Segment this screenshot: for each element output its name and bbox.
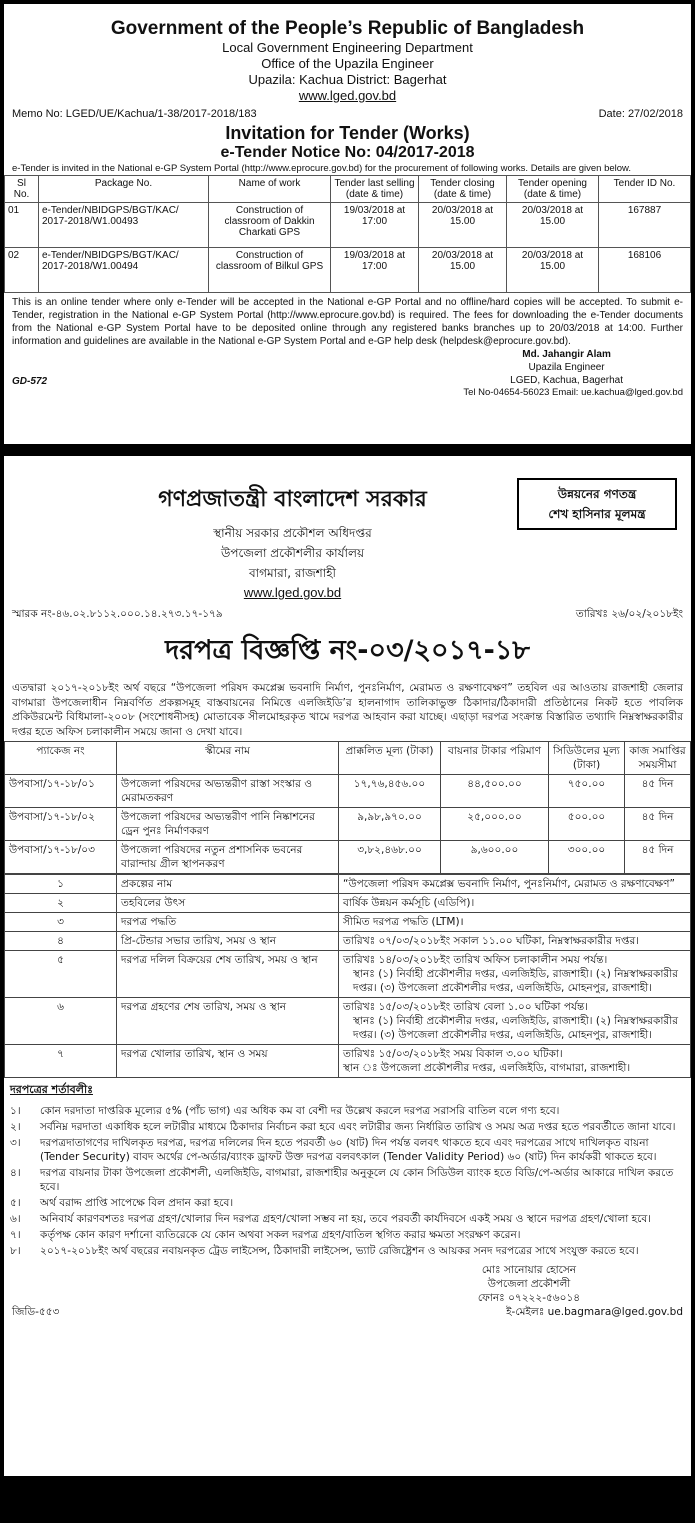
cell: 20/03/2018 at 15.00 [507,248,599,293]
condition-item [4,1211,691,1227]
memo-no: Memo No: LGED/UE/Kachua/1-38/2017-2018/183 [12,108,257,120]
info-row [5,951,691,998]
notice-date: Date: 27/02/2018 [598,108,683,120]
cell: ৫০০.০০ [549,808,625,841]
col-package: প্যাকেজ নং [5,742,117,775]
condition-text: অনিবার্য কারণবশতঃ দরপত্র গ্রহণ/খোলার দিন দরপত্র গ্রহণ/খোলা সম্ভব না হয়, তবে পরবর্তী কার্যদিবসে একই সময় ও স্থানে দরপত্র গ্রহণ/খোলা হবে। [40,1213,651,1225]
location: বাগমারা, রাজশাহী [248,566,336,580]
condition-no: ৩। [10,1137,21,1149]
cell: উপজেলা পরিষদের নতুন প্রশাসনিক ভবনের বারান্দায় গ্রীল স্থাপনকরণ [117,841,339,874]
condition-no: ৮। [10,1245,21,1257]
condition-no: ৪। [10,1167,21,1179]
cell: উপজেলা পরিষদের অভ্যন্তরীণ রাস্তা সংস্কার ও মেরামতকরণ [117,775,339,808]
info-label: দরপত্র খোলার তারিখ, স্থান ও সময় [117,1045,339,1078]
table-header-row [5,176,691,203]
condition-no: ৬। [10,1213,21,1225]
intro-text: e-Tender is invited in the National e-GP System Portal (http://www.eprocure.gov.bd) for the procurement of following works. Details are given below. [12,163,632,174]
info-date: তারিখঃ ১৪/০৩/২০১৮ইং তারিখ অফিস চলাকালীন সময় পর্যন্ত। [343,954,608,966]
condition-no: ৭। [10,1229,21,1241]
info-places: স্থানঃ (১) নির্বাহী প্রকৌশলীর দপ্তর, এলজিইডি, রাজশাহী। (২) নিম্নস্বাক্ষরকারীর দপ্তর। (৩) উপজেলা প্রকৌশলীর দপ্তর, এলজিইডি, মোহনপুর, রাজশাহী। [353,1015,678,1041]
bangla-tender-notice [0,456,695,1476]
cell: Construction of classroom of Dakkin Charkati GPS [209,203,331,248]
condition-item [4,1243,691,1259]
col-id: Tender ID No. [599,176,691,203]
dept: Local Government Engineering Department [222,40,473,55]
info-value [339,998,691,1045]
intro-text: এতদ্বারা ২০১৭-২০১৮ইং অর্থ বছরে “উপজেলা পরিষদ কমপ্লেক্স ভবনাদি নির্মাণ, পুনঃনির্মাণ, মেরামত ও রক্ষণাবেক্ষণ” তহবিল এর আওতায় রাজশাহী জেলার বাগমারা উপজেলাধীন নিম্নবর্ণিত প্রকল্পসমূহ বাস্তবায়নের নিমিত্তে এলজিইডি’র হালনাগাদ তালিকাভুক্ত ঠিকাদার/ঠিকাদারী প্রতিষ্ঠানের নিকট হতে পাবলিক প্রকিউরমেন্ট বিধিমালা-২০০৮ (সংশোধনীসহ) মোতাবেক সীলমোহরকৃত খামে দরপত্র আহবান করা যাচ্ছে। এছাড়া দরপত্র সংক্রান্ত বিস্তারিত তথ্যাদি নিম্নস্বাক্ষরকারীর দপ্তর হতে অফিস চলাকালীন সময়ে জানা ও দেখা যাবে। [12,682,683,738]
info-label: দরপত্র গ্রহণের শেষ তারিখ, সময় ও স্থান [117,998,339,1045]
condition-no: ৫। [10,1197,21,1209]
info-date: তারিখঃ ১৫/০৩/২০১৮ইং তারিখ বেলা ১.০০ ঘটিকা পর্যন্ত। [343,1001,588,1013]
cell: 20/03/2018 at 15.00 [507,203,599,248]
signer-title: উপজেলা প্রকৌশলী [487,1278,571,1290]
table-row [5,808,691,841]
bottom-border [0,1476,695,1523]
col-earnest: বায়নার টাকার পরিমাণ [441,742,549,775]
notice-date: তারিখঃ ২৬/০২/২০১৮ইং [575,608,683,620]
col-package: Package No. [39,176,209,203]
slogan-line: শেখ হাসিনার মূলমন্ত্র [548,507,646,521]
info-no: ৩ [5,913,117,932]
notice-number: e-Tender Notice No: 04/2017-2018 [220,144,475,161]
tender-table [4,175,691,293]
condition-item [4,1227,691,1243]
cell: ৯,৬০০.০০ [441,841,549,874]
info-row [5,913,691,932]
info-no: ৬ [5,998,117,1045]
cell: Construction of classroom of Bilkul GPS [209,248,331,293]
col-duration: কাজ সমাপ্তির সময়সীমা [625,742,691,775]
col-sl: Sl No. [5,176,39,203]
cell: ৪৫ দিন [625,841,691,874]
info-row [5,1045,691,1078]
cell: 01 [5,203,39,248]
info-row [5,875,691,894]
col-work: Name of work [209,176,331,203]
info-value [339,951,691,998]
condition-item [4,1103,691,1119]
slogan-line: উন্নয়নের গণতন্ত্র [557,487,637,501]
col-schedule: সিডিউলের মূল্য (টাকা) [549,742,625,775]
info-places: স্থানঃ (১) নির্বাহী প্রকৌশলীর দপ্তর, এলজিইডি, রাজশাহী। (২) নিম্নস্বাক্ষরকারীর দপ্তর। (৩) উপজেলা প্রকৌশলীর দপ্তর, এলজিইডি, মোহনপুর, রাজশাহী। [353,968,678,994]
condition-text: দরপত্র বায়নার টাকা উপজেলা প্রকৌশলী, এলজিইডি, বাগমারা, রাজশাহীর অনুকূলে যে কোন সিডিউল ব্যাংক হতে বিডি/পে-অর্ডার আকারে দাখিল করতে হবে। [40,1167,674,1193]
info-row [5,894,691,913]
signer-phone: ফোনঃ ০৭২২২-৫৬০১৪ [477,1292,581,1304]
cell: ৩০০.০০ [549,841,625,874]
signer-office: LGED, Kachua, Bagerhat [510,375,623,386]
cell: 19/03/2018 at 17:00 [331,203,419,248]
info-label: প্রকল্পের নাম [117,875,339,894]
info-date: তারিখঃ ১৫/০৩/২০১৮ইং সময় বিকাল ৩.০০ ঘটিকা। [343,1048,563,1060]
website-link[interactable]: www.lged.gov.bd [298,88,397,103]
dept: স্থানীয় সরকার প্রকৌশল অধিদপ্তর [213,526,372,540]
condition-item [4,1135,691,1165]
slogan-box [517,478,677,530]
condition-item [4,1119,691,1135]
condition-text: সর্বনিম্ন দরদাতা একাধিক হলে লটারীর মাধ্যমে ঠিকাদার নির্বাচন করা হবে এবং লটারীর জন্য নির্ধারিত তারিখ ও সময় অত্র দপ্তর হতে পরবর্তীতে জানা যাবে। [40,1121,676,1133]
signer-title: Upazila Engineer [528,362,605,373]
table-header-row [5,742,691,775]
cell: উপবাসা/১৭-১৮/০২ [5,808,117,841]
condition-text: অর্থ বরাদ্দ প্রাপ্তি সাপেক্ষে বিল প্রদান করা হবে। [40,1197,234,1209]
cell: ৪৫ দিন [625,775,691,808]
condition-no: ২। [10,1121,21,1133]
english-tender-notice [0,0,695,444]
info-label: প্রি-টেন্ডার সভার তারিখ, সময় ও স্থান [117,932,339,951]
cell: ৯,৯৮,৯৭০.০০ [339,808,441,841]
condition-no: ১। [10,1105,21,1117]
cell: উপবাসা/১৭-১৮/০১ [5,775,117,808]
office: Office of the Upazila Engineer [261,56,434,71]
info-no: ৪ [5,932,117,951]
cell: 02 [5,248,39,293]
cell: ৪৪,৫০০.০০ [441,775,549,808]
gd-code: জিডি-৫৫৩ [12,1306,60,1318]
org-title: Government of the People’s Republic of Bangladesh [110,18,585,39]
cell: 167887 [599,203,691,248]
info-label: দরপত্র পদ্ধতি [117,913,339,932]
condition-item [4,1195,691,1211]
notice-divider [0,444,695,456]
info-row [5,932,691,951]
col-opening: Tender opening (date & time) [507,176,599,203]
info-row [5,998,691,1045]
info-value: বার্ষিক উন্নয়ন কর্মসূচি (এডিপি)। [339,894,691,913]
cell: উপজেলা পরিষদের অভ্যন্তরীণ পানি নিষ্কাশনের ড্রেন পুনঃ নির্মাণকরণ [117,808,339,841]
conditions-list [4,1103,691,1259]
cell: 168106 [599,248,691,293]
gd-code: GD-572 [12,376,48,387]
info-value: “উপজেলা পরিষদ কমপ্লেক্স ভবনাদি নির্মাণ, পুনঃনির্মাণ, মেরামত ও রক্ষণাবেক্ষণ” [339,875,691,894]
table-row [5,203,691,248]
condition-text: দরপত্রদাতাগণের দাখিলকৃত দরপত্র, দরপত্র দলিলের দিন হতে পরবর্তী ৬০ (ষাট) দিন পর্যন্ত বলবৎ থাকতে হবে এবং দরপত্রের সাথে দাখিলকৃত বায়না (Tender Security) বাবদ অর্থের পে-অর্ডার/ব্যাংক ড্রাফট উক্ত দরপত্র বলবৎকাল (Tender Validity Period) ৬০ (ষাট) দিন কার্যকরী থাকতে হবে। [40,1137,657,1163]
col-closing: Tender closing (date & time) [419,176,507,203]
info-no: ২ [5,894,117,913]
col-selling: Tender last selling (date & time) [331,176,419,203]
condition-text: ২০১৭-২০১৮ইং অর্থ বছরের নবায়নকৃত ট্রেড লাইসেন্স, ঠিকাদারী লাইসেন্স, ভ্যাট রেজিষ্ট্রেশন ও আয়কর সনদ দরপত্রের সাথে সংযুক্ত করতে হবে। [40,1245,639,1257]
info-label: তহবিলের উৎস [117,894,339,913]
notice-title: Invitation for Tender (Works) [225,123,470,143]
signer-email: ই-মেইলঃ ue.bagmara@lged.gov.bd [506,1306,683,1318]
col-estimate: প্রাক্কলিত মূল্য (টাকা) [339,742,441,775]
cell: e-Tender/NBIDGPS/BGT/KAC/ 2017-2018/W1.00493 [39,203,209,248]
cell: ৩,৮২,৪৬৮.০০ [339,841,441,874]
website-link[interactable]: www.lged.gov.bd [243,585,342,600]
package-table [4,741,691,874]
notice-title: দরপত্র বিজ্ঞপ্তি নং-০৩/২০১৭-১৮ [165,635,530,666]
cell: 20/03/2018 at 15.00 [419,248,507,293]
cell: উপবাসা/১৭-১৮/০৩ [5,841,117,874]
info-label: দরপত্র দলিল বিক্রয়ের শেষ তারিখ, সময় ও স্থান [117,951,339,998]
footnote: This is an online tender where only e-Tender will be accepted in the National e-GP Portal and no offline/hard copies will be accepted. To submit e-Tender, registration in the National e-GP System Portal (http://www.eprocure.gov.bd) is required. The fees for downloading the e-Tender documents from the National e-GP System Portal have to be deposited online through any registered banks branches up to 20/03/2018 at 14:00. Further information and guidelines are available in the National e-GP System Portal and e-GP help desk (helpdesk@eprocure.gov.bd). [12,297,683,347]
office: উপজেলা প্রকৌশলীর কার্যালয় [220,546,365,560]
info-places: স্থান ঃ উপজেলা প্রকৌশলীর দপ্তর, এলজিইডি, বাগমারা, রাজশাহী। [343,1062,631,1074]
signer-contact: Tel No-04654-56023 Email: ue.kachua@lged.gov.bd [463,387,683,398]
info-table [4,874,691,1078]
condition-text: কর্তৃপক্ষ কোন কারণ দর্শানো ব্যতিরেকে যে কোন অথবা সকল দরপত্র গ্রহণ/বাতিল স্থগিত করার ক্ষমতা সংরক্ষণ করেন। [40,1229,521,1241]
gov-title: গণপ্রজাতন্ত্রী বাংলাদেশ সরকার [158,487,427,512]
memo-no: স্মারক নং-৪৬.০২.৮১১২.০০০.১৪.২৭৩.১৭-১৭৯ [12,608,223,620]
cell: e-Tender/NBIDGPS/BGT/KAC/ 2017-2018/W1.00494 [39,248,209,293]
info-value: তারিখঃ ০৭/০৩/২০১৮ইং সকাল ১১.০০ ঘটিকা, নিম্নস্বাক্ষরকারীর দপ্তর। [339,932,691,951]
table-row [5,775,691,808]
table-row [5,248,691,293]
table-row [5,841,691,874]
cell: ৭৫০.০০ [549,775,625,808]
info-no: ৭ [5,1045,117,1078]
cell: ২৫,০০০.০০ [441,808,549,841]
info-no: ৫ [5,951,117,998]
cell: 19/03/2018 at 17:00 [331,248,419,293]
signer-name: Md. Jahangir Alam [522,349,611,360]
cell: ৪৫ দিন [625,808,691,841]
cell: ১৭,৭৬,৪৫৬.০০ [339,775,441,808]
info-value [339,1045,691,1078]
conditions-title: দরপত্রের শর্তাবলীঃ [10,1083,93,1096]
info-no: ১ [5,875,117,894]
col-scheme: স্কীমের নাম [117,742,339,775]
info-value: সীমিত দরপত্র পদ্ধতি (LTM)। [339,913,691,932]
condition-text: কোন দরদাতা দাপ্তরিক মূল্যের ৫% (পাঁচ ভাগ) এর অধিক কম বা বেশী দর উল্লেখ করলে দরপত্র সরাসরি বাতিল বলে গণ্য হবে। [40,1105,560,1117]
condition-item [4,1165,691,1195]
cell: 20/03/2018 at 15.00 [419,203,507,248]
signer-name: মোঃ সানোয়ার হোসেন [481,1264,577,1276]
location: Upazila: Kachua District: Bagerhat [248,72,447,87]
